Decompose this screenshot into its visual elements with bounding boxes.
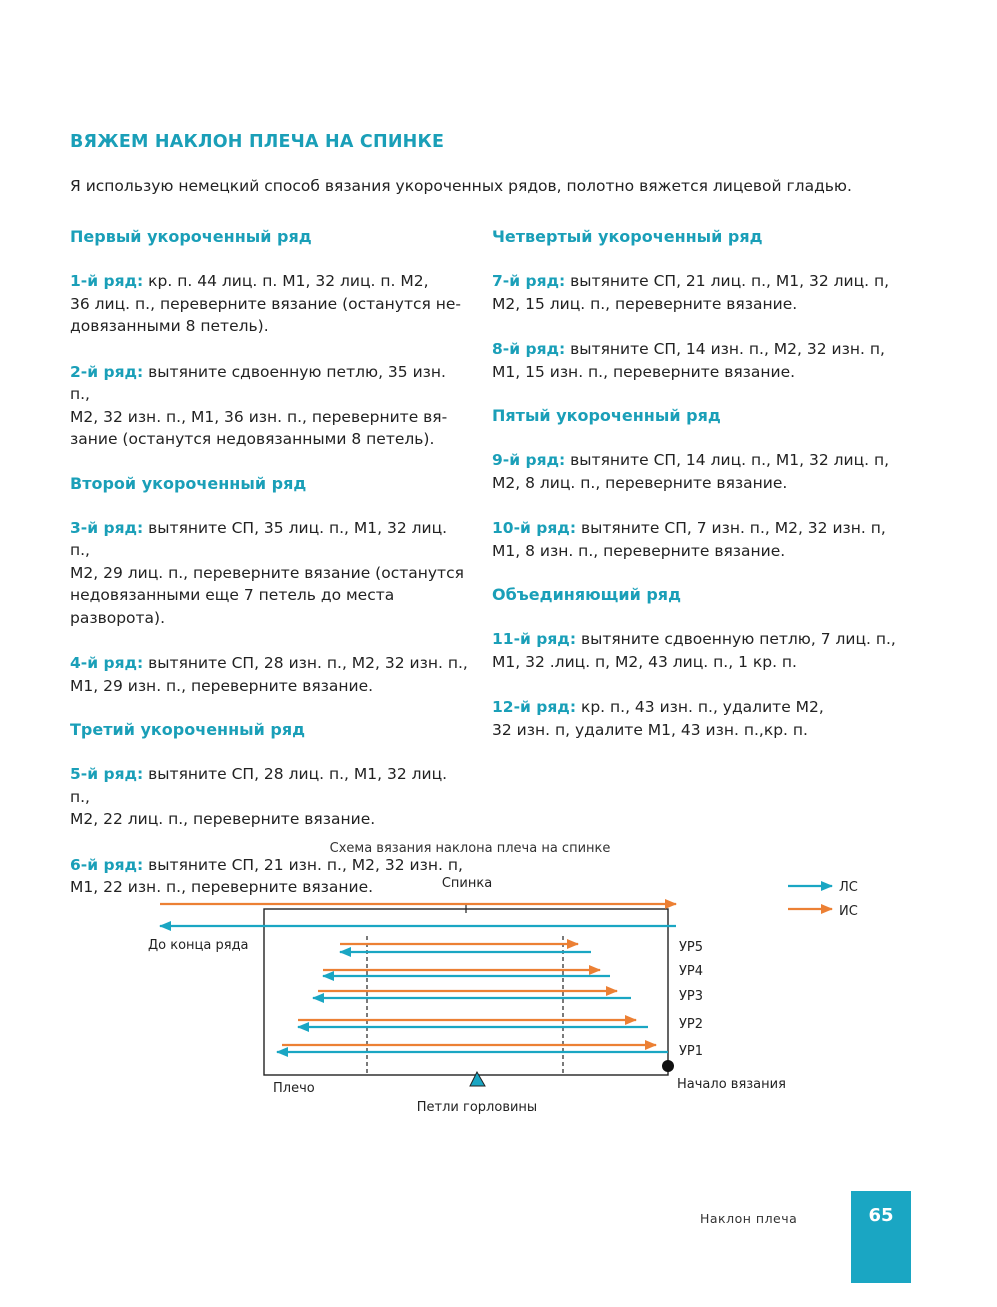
row-label: 3-й ряд: (70, 518, 144, 537)
row-1-line: довязанными 8 петель). (70, 317, 269, 335)
row-10-line: М1, 8 изн. п., переверните вязание. (492, 541, 786, 560)
row-5-line: 5-й ряд: вытяните СП, 28 лиц. п., М1, 32 лиц. п., (70, 765, 448, 806)
row-6-line: 6-й ряд: вытяните СП, 21 изн. п., М2, 32 изн. п, (70, 855, 463, 874)
page-number: 65 (868, 1205, 894, 1226)
neck-stitches-label: Петли горловины (416, 1100, 538, 1115)
footer-section-label: Наклон плеча (700, 1211, 798, 1226)
row-12-line: 12-й ряд: кр. п., 43 изн. п., удалите М2, (492, 698, 824, 716)
row-1-line: 36 лиц. п., переверните вязание (останутся не- (70, 294, 462, 313)
shoulder-label: Плечо (273, 1081, 315, 1096)
row-12-line: 32 изн. п, удалите М1, 43 изн. п.,кр. п. (492, 720, 808, 739)
ur1-label: УР1 (679, 1044, 704, 1059)
row-2-line: М2, 32 изн. п., М1, 36 изн. п., переверните вя- (70, 407, 448, 426)
start-knitting-label: Начало вязания (677, 1077, 786, 1092)
intro-paragraph: Я использую немецкий способ вязания укороченных рядов, полотно вяжется лицевой гладью. (70, 177, 852, 195)
row-label: 6-й ряд: (70, 855, 144, 874)
row-3-line: недовязанными еще 7 петель до места разворота). (70, 586, 395, 627)
row-2-line: зание (останутся недовязанными 8 петель). (70, 430, 435, 448)
row-label: 7-й ряд: (492, 272, 566, 290)
row-4-line: М1, 29 изн. п., переверните вязание. (70, 676, 374, 695)
back-label: Спинка (441, 876, 493, 891)
row-label: 2-й ряд: (70, 362, 144, 381)
row-9-line: 9-й ряд: вытяните СП, 14 лиц. п., М1, 32 лиц. п, (492, 451, 890, 469)
row-1-line: 1-й ряд: кр. п. 44 лиц. п. М1, 32 лиц. п. М2, (70, 272, 429, 290)
start-point-dot (662, 1060, 674, 1072)
ur4-label: УР4 (679, 964, 704, 979)
row-2-line: 2-й ряд: вытяните сдвоенную петлю, 35 изн. п., (70, 362, 446, 403)
row-label: 5-й ряд: (70, 765, 144, 783)
row-label: 12-й ряд: (492, 698, 577, 716)
row-label: 9-й ряд: (492, 451, 566, 469)
row-6-line: М1, 22 изн. п., переверните вязание. (70, 878, 374, 896)
row-11-line: М1, 32 .лиц. п, М2, 43 лиц. п., 1 кр. п. (492, 652, 797, 671)
page-number-tab (851, 1191, 911, 1283)
row-7-line: М2, 15 лиц. п., переверните вязание. (492, 294, 798, 313)
diagram-caption: Схема вязания наклона плеча на спинке (329, 841, 611, 856)
page-title: ВЯЖЕМ НАКЛОН ПЛЕЧА НА СПИНКЕ (70, 132, 445, 152)
row-5-line: М2, 22 лиц. п., переверните вязание. (70, 810, 376, 828)
to-end-of-row-label: До конца ряда (148, 938, 249, 953)
section-heading: Первый укороченный ряд (70, 227, 312, 246)
section-heading: Третий укороченный ряд (70, 720, 306, 739)
row-11-line: 11-й ряд: вытяните сдвоенную петлю, 7 лиц. п., (492, 630, 896, 648)
row-7-line: 7-й ряд: вытяните СП, 21 лиц. п., М1, 32 лиц. п, (492, 272, 890, 290)
ur3-label: УР3 (679, 989, 704, 1004)
ur2-label: УР2 (679, 1017, 704, 1032)
row-10-line: 10-й ряд: вытяните СП, 7 изн. п., М2, 32 изн. п, (492, 519, 886, 537)
left-column (70, 226, 470, 899)
row-8-line: М1, 15 изн. п., переверните вязание. (492, 362, 796, 381)
row-label: 8-й ряд: (492, 340, 566, 358)
ur5-label: УР5 (679, 940, 704, 955)
row-9-line: М2, 8 лиц. п., переверните вязание. (492, 473, 788, 492)
section-heading: Второй укороченный ряд (70, 473, 307, 493)
section-heading: Объединяющий ряд (492, 585, 681, 604)
right-column (492, 226, 912, 741)
row-8-line: 8-й ряд: вытяните СП, 14 изн. п., М2, 32 изн. п, (492, 340, 885, 358)
section-heading: Пятый укороченный ряд (492, 406, 721, 425)
legend-is-label: ИС (839, 904, 858, 919)
shoulder-knitting-diagram (0, 830, 997, 1130)
legend-ls-label: ЛС (839, 880, 858, 895)
row-label: 10-й ряд: (492, 519, 577, 537)
row-label: 11-й ряд: (492, 630, 577, 648)
neck-marker-triangle (470, 1072, 485, 1086)
row-3-line: 3-й ряд: вытяните СП, 35 лиц. п., М1, 32 лиц. п., (70, 518, 448, 559)
row-3-line: М2, 29 лиц. п., переверните вязание (останутся (70, 563, 464, 582)
row-4-line: 4-й ряд: вытяните СП, 28 изн. п., М2, 32 изн. п., (70, 654, 468, 672)
row-label: 1-й ряд: (70, 272, 144, 290)
row-label: 4-й ряд: (70, 654, 144, 672)
section-heading: Четвертый укороченный ряд (492, 227, 763, 246)
